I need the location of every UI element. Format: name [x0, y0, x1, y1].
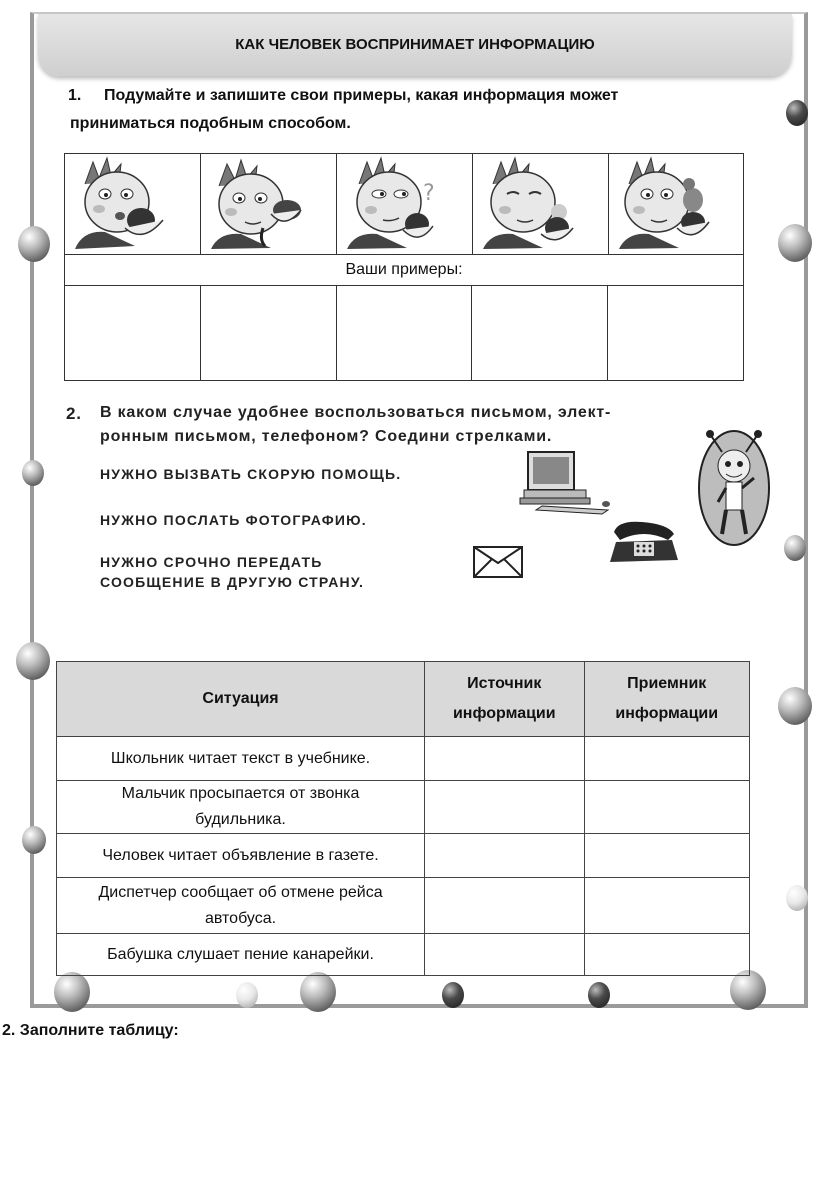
hand-touch-face-icon [609, 154, 744, 254]
situation-text: Диспетчер сообщает об отмене рейса автобуса. [98, 883, 383, 927]
question-1 [68, 82, 748, 138]
nose-smell-face-icon [473, 154, 608, 254]
bead-decoration [22, 826, 46, 854]
examples-label: Ваши примеры: [65, 254, 743, 286]
table-row [57, 834, 750, 878]
bead-decoration [786, 100, 808, 126]
character-icon [696, 426, 772, 548]
faces-row [65, 154, 743, 254]
question-2-text-line2: ронным письмом, телефоном? Соедини стрелками. [100, 428, 553, 445]
table-row [57, 934, 750, 976]
svg-text:?: ? [423, 181, 435, 206]
source-cell[interactable] [425, 834, 584, 878]
answer-cell[interactable] [472, 285, 608, 380]
source-cell[interactable] [425, 737, 584, 781]
answer-cell[interactable] [337, 285, 473, 380]
header-receiver-label: Приемник информации [615, 675, 719, 722]
source-cell[interactable] [425, 781, 584, 834]
table-row [57, 781, 750, 834]
header-situation: Ситуация [57, 662, 425, 737]
question-2-number: 2. [66, 404, 82, 423]
bead-decoration [22, 460, 44, 486]
face-cell-vision [337, 154, 473, 254]
bead-decoration [588, 982, 610, 1008]
situation-cell: Человек читает объявление в газете. [57, 834, 425, 878]
option-urgent-line1: НУЖНО СРОЧНО ПЕРЕДАТЬ [100, 554, 323, 570]
mouth-taste-face-icon [65, 154, 200, 254]
answer-cell[interactable] [65, 285, 201, 380]
option-urgent-line2: СООБЩЕНИЕ В ДРУГУЮ СТРАНУ. [100, 574, 365, 590]
bead-decoration [784, 535, 806, 561]
face-cell-smell [473, 154, 609, 254]
question-3: 2. Заполните таблицу: [2, 1022, 179, 1039]
situation-cell [57, 878, 425, 934]
bead-decoration [730, 970, 766, 1010]
option-photo: НУЖНО ПОСЛАТЬ ФОТОГРАФИЮ. [100, 512, 367, 528]
source-cell[interactable] [425, 878, 584, 934]
face-cell-hearing [201, 154, 337, 254]
bead-decoration [16, 642, 50, 680]
receiver-cell[interactable] [584, 934, 750, 976]
situation-text: Мальчик просыпается от звонка будильника. [121, 785, 360, 828]
situation-cell [57, 781, 425, 834]
situation-cell: Школьник читает текст в учебнике. [57, 737, 425, 781]
bead-decoration [54, 972, 90, 1012]
receiver-cell[interactable] [584, 781, 750, 834]
question-1-number: 1. [68, 87, 82, 104]
answer-cell[interactable] [201, 285, 337, 380]
option-ambulance: НУЖНО ВЫЗВАТЬ СКОРУЮ ПОМОЩЬ. [100, 466, 402, 482]
receiver-cell[interactable] [584, 737, 750, 781]
bead-decoration [442, 982, 464, 1008]
receiver-cell[interactable] [584, 834, 750, 878]
face-cell-touch [609, 154, 744, 254]
question-1-text-line2: приниматься подобным способом. [70, 115, 351, 132]
face-cell-taste [65, 154, 201, 254]
bead-decoration [18, 226, 50, 262]
question-1-text-line1: Подумайте и запишите свои примеры, какая информация может [104, 87, 619, 104]
telephone-icon[interactable] [608, 518, 680, 566]
table-row [57, 878, 750, 934]
situation-cell: Бабушка слушает пение канарейки. [57, 934, 425, 976]
table-row [57, 737, 750, 781]
bead-decoration [300, 972, 336, 1012]
bead-decoration [778, 687, 812, 725]
bead-decoration [786, 885, 808, 911]
header-receiver [584, 662, 750, 737]
senses-grid [64, 153, 744, 381]
bead-decoration [778, 224, 812, 262]
situations-table [56, 661, 750, 976]
computer-icon[interactable] [516, 448, 612, 516]
answer-cell[interactable] [608, 285, 743, 380]
header-source [425, 662, 584, 737]
source-cell[interactable] [425, 934, 584, 976]
question-2-text-line1: В каком случае удобнее воспользоваться письмом, элект- [100, 404, 612, 421]
page-title: КАК ЧЕЛОВЕК ВОСПРИНИМАЕТ ИНФОРМАЦИЮ [235, 36, 595, 53]
examples-answer-row [65, 285, 743, 380]
envelope-icon[interactable] [472, 545, 524, 579]
bead-decoration [236, 982, 258, 1008]
table-header-row [57, 662, 750, 737]
ear-listen-face-icon [201, 154, 336, 254]
receiver-cell[interactable] [584, 878, 750, 934]
eye-look-face-icon [337, 154, 472, 254]
header-source-label: Источник информации [452, 675, 556, 722]
